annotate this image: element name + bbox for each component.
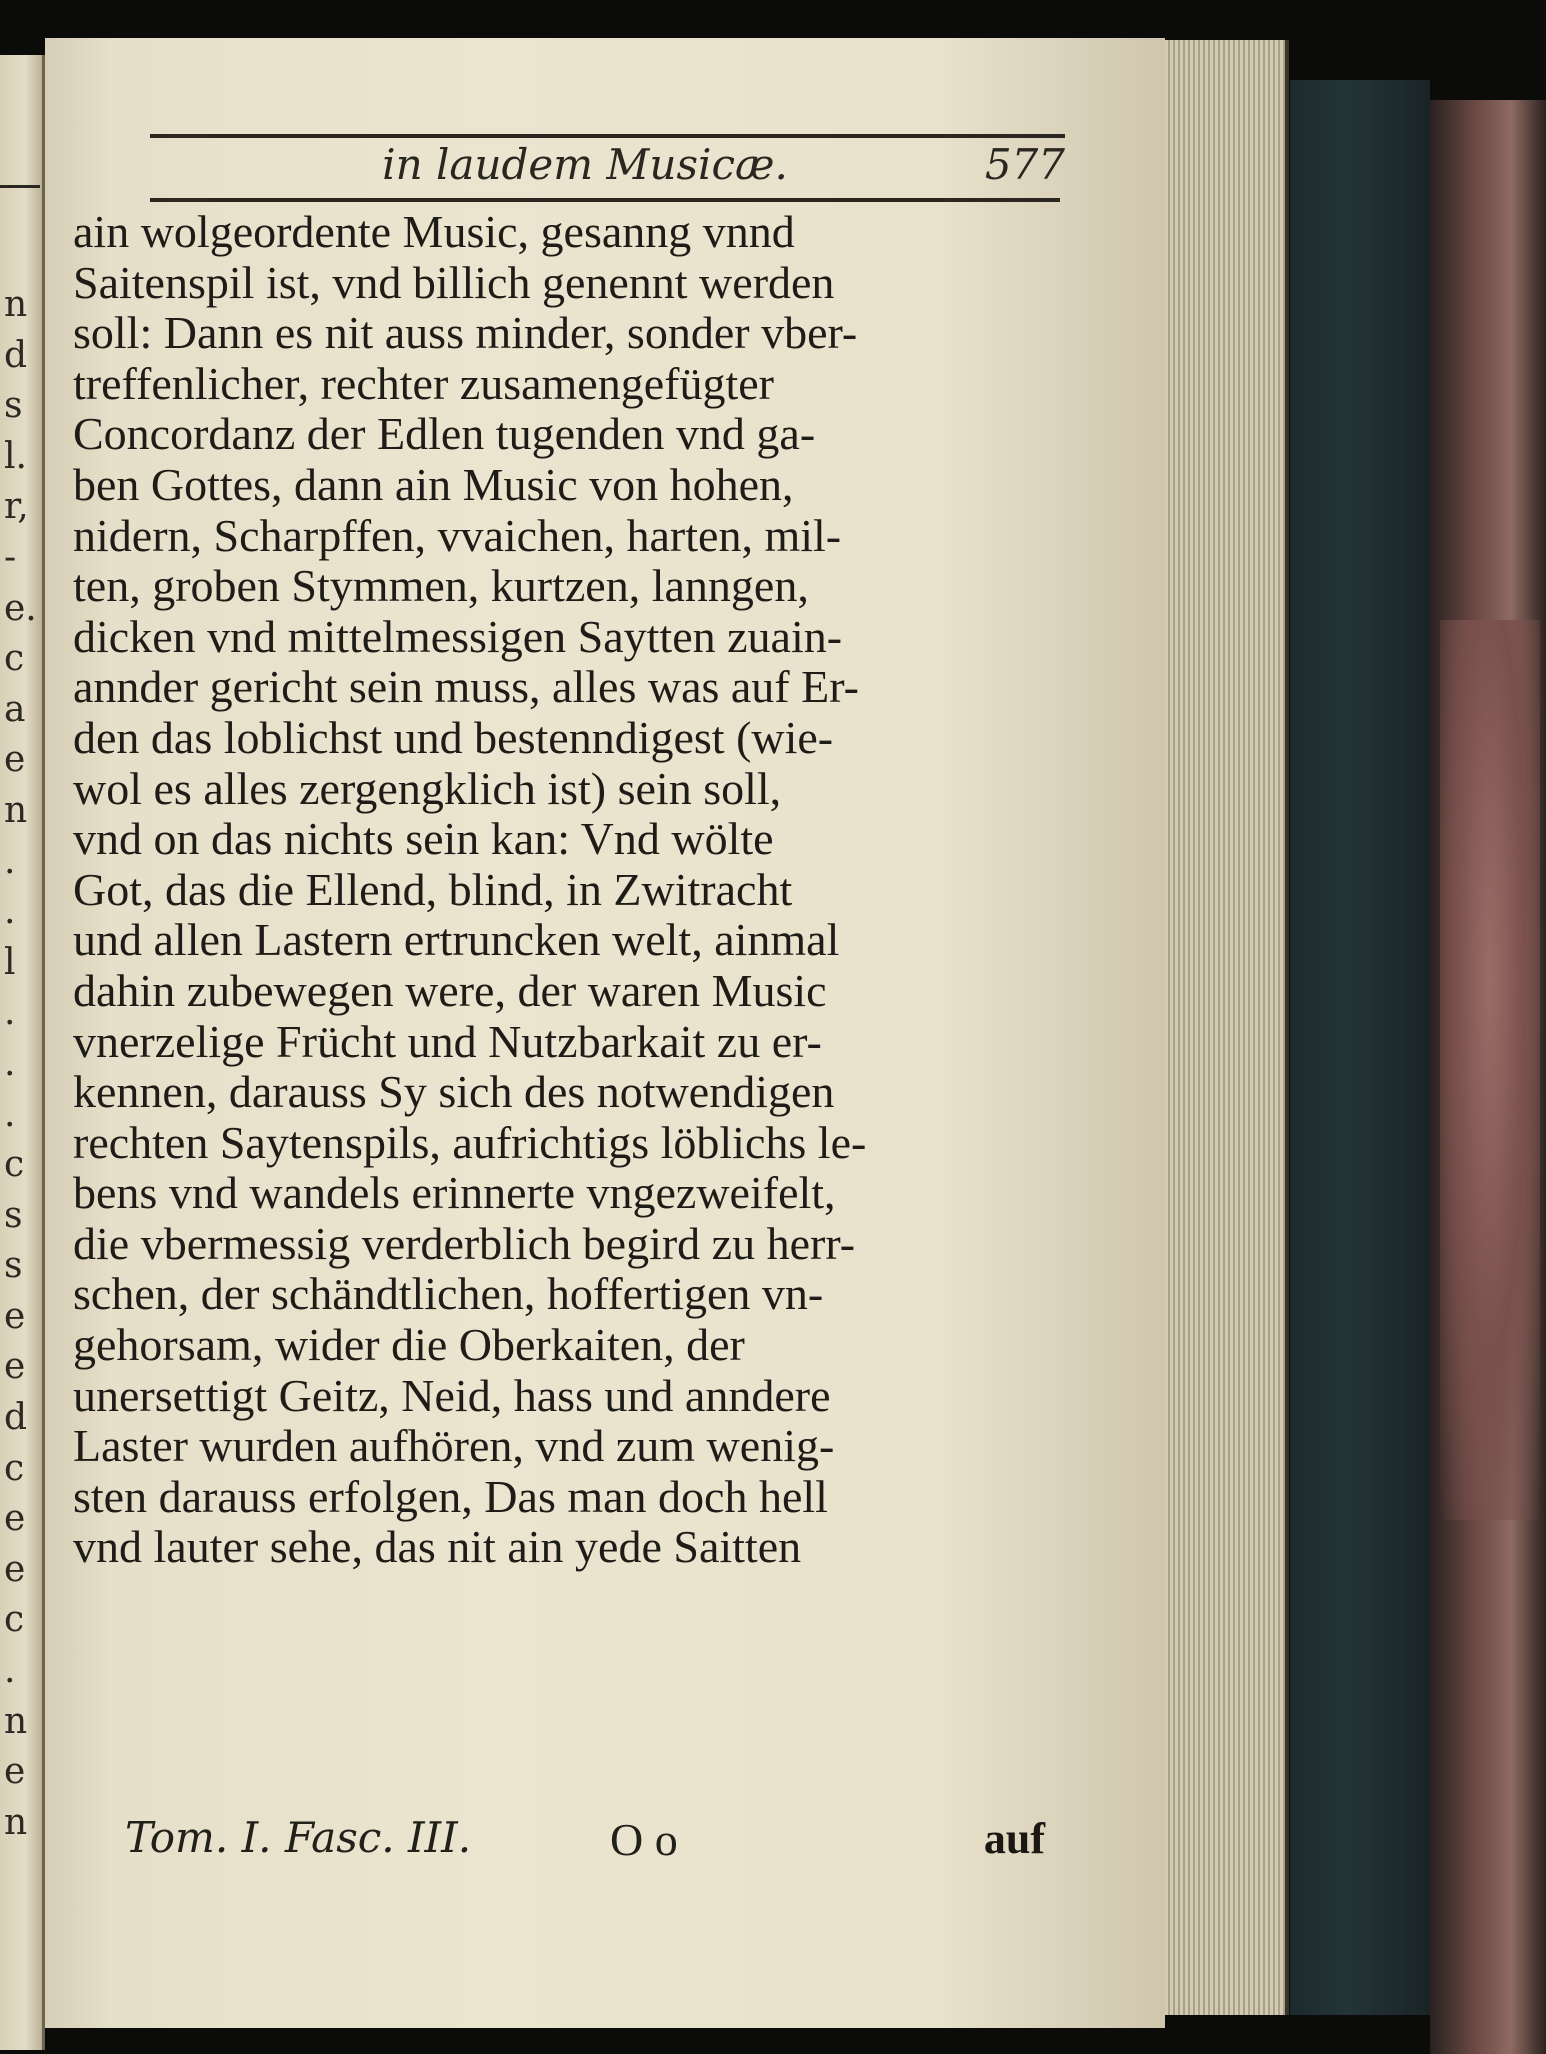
- text-line: Concordanz der Edlen tugenden vnd ga-: [73, 409, 816, 460]
- text-line: wol es alles zergengklich ist) sein soll,: [73, 763, 782, 814]
- left-fragment: n: [4, 789, 28, 831]
- left-fragment: l.: [4, 435, 27, 477]
- left-fragment: -: [4, 536, 17, 578]
- text-line: vnd on das nichts sein kan: Vnd wölte: [73, 814, 774, 865]
- text-line: vnd lauter sehe, das nit ain yede Saitten: [73, 1522, 802, 1573]
- left-fragment: .: [4, 1650, 16, 1692]
- text-line: schen, der schändtlichen, hoffertigen vn-: [73, 1269, 824, 1320]
- left-fragment: d: [4, 334, 28, 376]
- left-fragment: s: [4, 385, 23, 427]
- text-line: bens vnd wandels erinnerte vngezweifelt,: [73, 1168, 836, 1219]
- text-line: rechten Saytenspils, aufrichtigs löblichs le-: [73, 1117, 867, 1168]
- signature-line: Tom. I. Fasc. III.: [125, 1813, 472, 1862]
- text-line: ten, groben Stymmen, kurtzen, lanngen,: [73, 561, 809, 612]
- signature-mark: O o: [610, 1814, 678, 1865]
- text-line: soll: Dann es nit auss minder, sonder vber-: [73, 308, 858, 359]
- text-line: Laster wurden aufhören, vnd zum wenig-: [73, 1421, 835, 1472]
- left-fragment: n: [4, 1801, 28, 1843]
- left-fragment: n: [4, 1700, 28, 1742]
- left-page-fragments: [4, 280, 38, 1848]
- text-line: annder gericht sein muss, alles was auf Er-: [73, 662, 859, 713]
- left-page-edge: [0, 55, 45, 2050]
- left-fragment: .: [4, 992, 16, 1034]
- text-line: kennen, darauss Sy sich des notwendigen: [73, 1067, 835, 1118]
- left-fragment: c: [4, 1599, 25, 1641]
- left-fragment: e: [4, 1295, 26, 1337]
- text-line: Got, das die Ellend, blind, in Zwitracht: [73, 864, 793, 915]
- left-fragment: s: [4, 1194, 23, 1236]
- text-line: dahin zubewegen were, der waren Music: [73, 965, 827, 1016]
- left-fragment: s: [4, 1245, 23, 1287]
- text-line: Saitenspil ist, vnd billich genennt werden: [73, 257, 835, 308]
- text-line: und allen Lastern ertruncken welt, ainmal: [73, 915, 840, 966]
- text-line: vnerzelige Frücht und Nutzbarkait zu er-: [73, 1016, 822, 1067]
- header-rule-bottom: [150, 198, 1060, 202]
- text-line: gehorsam, wider die Oberkaiten, der: [73, 1320, 745, 1371]
- text-line: dicken vnd mittelmessigen Saytten zuain-: [73, 611, 843, 662]
- text-line: sten darauss erfolgen, Das man doch hell: [73, 1471, 828, 1522]
- page-number: 577: [984, 140, 1065, 189]
- page-edges: [1165, 40, 1289, 2015]
- text-line: unersettigt Geitz, Neid, hass und anndere: [73, 1370, 831, 1421]
- left-fragment: e: [4, 1751, 26, 1793]
- left-fragment: .: [4, 840, 16, 882]
- left-fragment: c: [4, 638, 25, 680]
- body-text: [73, 207, 1038, 1573]
- left-fragment: e: [4, 1498, 26, 1540]
- text-line: treffenlicher, rechter zusamengefügter: [73, 358, 774, 409]
- left-fragment: e: [4, 1548, 26, 1590]
- left-fragment: e.: [4, 587, 37, 629]
- text-block-edge: [1290, 80, 1430, 2015]
- left-fragment: n: [4, 284, 28, 325]
- left-fragment: .: [4, 1093, 16, 1135]
- catchword: auf: [983, 1814, 1045, 1863]
- left-fragment: .: [4, 891, 16, 933]
- running-head: in laudem Musicæ.: [382, 140, 788, 189]
- left-fragment: a: [4, 688, 26, 730]
- text-line: die vbermessig verderblich begird zu herr-: [73, 1218, 856, 1269]
- text-line: den das loblichst und bestenndigest (wie-: [73, 712, 834, 763]
- text-line: ben Gottes, dann ain Music von hohen,: [73, 459, 794, 510]
- left-fragment: c: [4, 1144, 25, 1186]
- left-fragment: e: [4, 739, 26, 781]
- left-fragment: e: [4, 1346, 26, 1388]
- text-line: ain wolgeordente Music, gesanng vnnd: [73, 207, 795, 257]
- left-fragment: l: [4, 941, 16, 983]
- left-fragment: d: [4, 1397, 28, 1439]
- left-fragment: .: [4, 1042, 16, 1084]
- text-line: nidern, Scharpffen, vvaichen, harten, mil-: [73, 510, 842, 561]
- right-page: [45, 38, 1165, 2028]
- header-rule-top: [150, 134, 1065, 138]
- left-page-rule: [0, 185, 40, 188]
- left-fragment: c: [4, 1447, 25, 1489]
- marbled-cover-patch: [1440, 620, 1540, 1520]
- left-fragment: r,: [4, 486, 29, 528]
